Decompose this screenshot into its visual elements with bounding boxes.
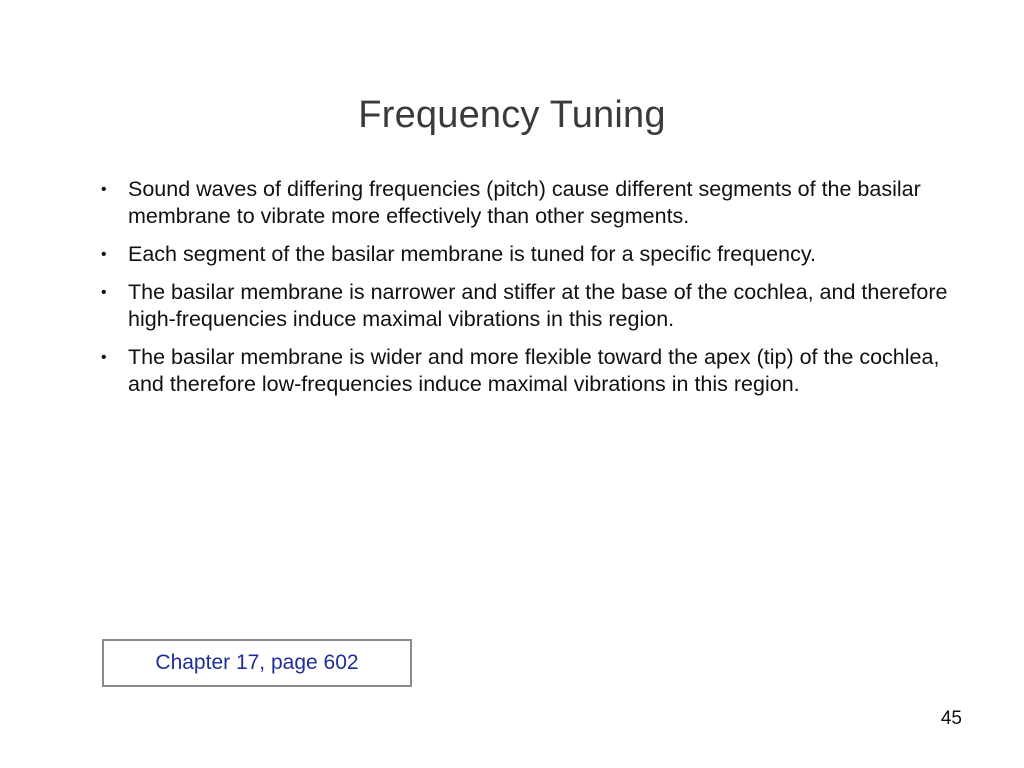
bullet-text: Sound waves of differing frequencies (pitch) cause different segments of the basilar membrane to vibrate more effectively than other segments.	[128, 177, 921, 228]
bullet-icon: •	[101, 349, 107, 366]
bullet-icon: •	[101, 246, 107, 263]
bullet-text: The basilar membrane is wider and more flexible toward the apex (tip) of the cochlea, and therefore low-frequencies induce maximal vibrations in this region.	[128, 345, 940, 396]
bullet-icon: •	[101, 181, 107, 198]
reference-text: Chapter 17, page 602	[155, 651, 359, 674]
bullet-item	[96, 176, 976, 230]
bullet-text: The basilar membrane is narrower and stiffer at the base of the cochlea, and therefore high-frequencies induce maximal vibrations in this region.	[128, 280, 948, 331]
bullet-text: Each segment of the basilar membrane is tuned for a specific frequency.	[128, 242, 816, 266]
bullet-list	[96, 176, 976, 409]
page-number: 45	[940, 708, 962, 729]
bullet-item	[96, 241, 976, 268]
bullet-item	[96, 344, 976, 398]
slide-title: Frequency Tuning	[358, 94, 666, 136]
bullet-item	[96, 279, 976, 333]
reference-box	[102, 639, 412, 687]
bullet-icon: •	[101, 284, 107, 301]
